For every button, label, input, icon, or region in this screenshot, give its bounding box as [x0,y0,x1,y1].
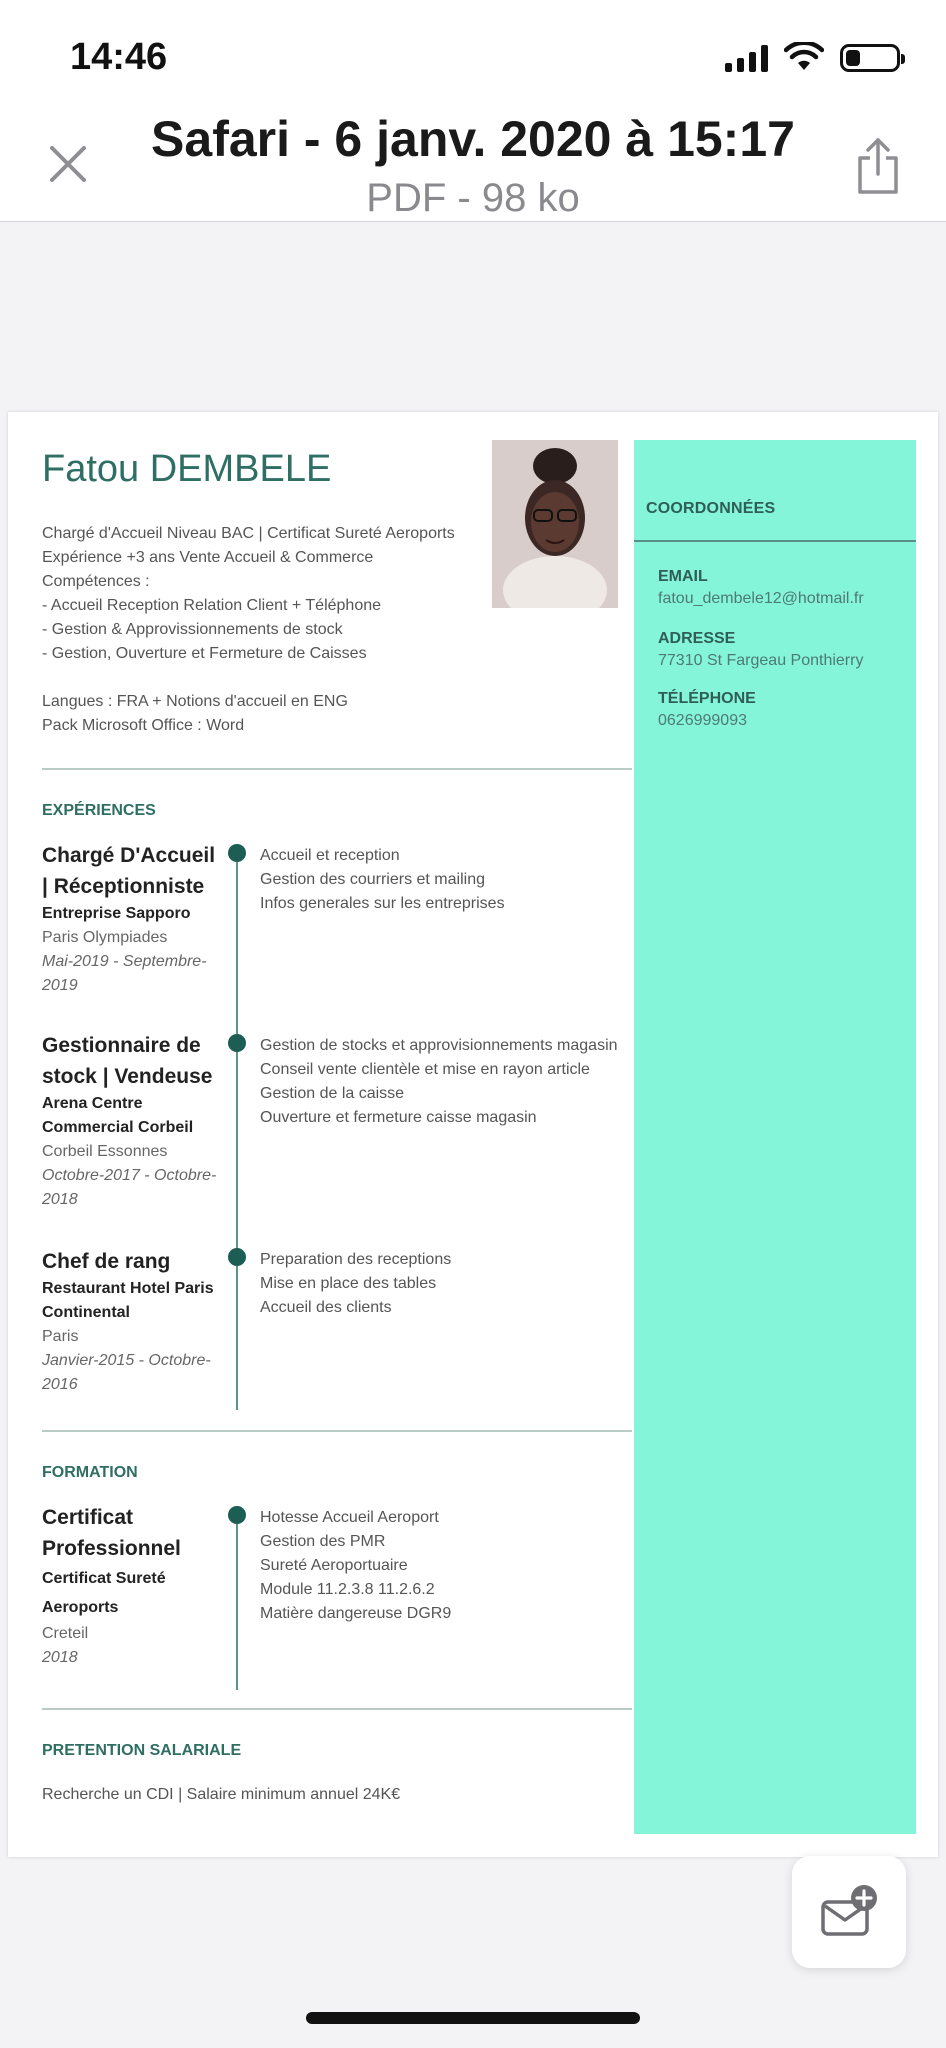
task-item: Ouverture et fermeture caisse magasin [260,1109,537,1126]
section-divider [42,1430,632,1432]
experience-company: Restaurant Hotel Paris Continental [42,1280,214,1321]
summary-line: - Gestion & Approvissionnements de stock [42,621,343,638]
timeline-dot [228,1034,246,1052]
document-subtitle: PDF - 98 ko [366,176,580,220]
timeline-line [236,1052,238,1252]
section-divider [42,768,632,770]
experience-3-tasks [260,1248,630,1320]
task-item: Infos generales sur les entreprises [260,895,505,912]
task-item: Module 11.2.3.8 11.2.6.2 [260,1581,435,1598]
sidebar-divider [634,540,916,542]
experience-place: Corbeil Essonnes [42,1143,168,1160]
task-item: Gestion de stocks et approvisionnements magasin [260,1037,618,1054]
experience-dates: Mai-2019 - Septembre-2019 [42,953,207,994]
cv-summary [42,522,482,738]
formation-company: Certificat Sureté Aeroports [42,1570,166,1616]
status-icons [725,42,900,72]
contact-sidebar [634,440,916,1834]
formation-title: FORMATION [42,1464,138,1481]
experience-dates: Janvier-2015 - Octobre-2016 [42,1352,211,1393]
profile-photo [492,440,618,608]
address-label: ADRESSE [658,630,736,647]
summary-line: Chargé d'Accueil Niveau BAC | Certificat Sureté Aeroports [42,525,455,542]
timeline-line [236,1266,238,1410]
task-item: Mise en place des tables [260,1275,437,1292]
task-item: Preparation des receptions [260,1251,452,1268]
timeline-dot [228,1506,246,1524]
timeline-line [236,1524,238,1690]
experience-place: Paris [42,1328,79,1345]
pdf-viewer-header [0,0,946,222]
experience-3-details [42,1246,222,1397]
formation-dates: 2018 [42,1649,78,1666]
battery-icon [840,44,900,72]
formation-place: Creteil [42,1625,89,1642]
document-title: Safari - 6 janv. 2020 à 15:17 [151,111,795,167]
home-indicator[interactable] [306,2012,640,2024]
experience-role: Chargé D'Accueil | Réceptionniste [42,844,216,898]
wifi-icon [784,42,824,72]
markup-button[interactable] [792,1856,906,1968]
experience-place: Paris Olympiades [42,929,168,946]
formation-tasks [260,1506,630,1626]
experiences-title: EXPÉRIENCES [42,802,156,819]
summary-line: - Accueil Reception Relation Client + Téléphone [42,597,382,614]
experience-company: Entreprise Sapporo [42,905,191,922]
experience-1-tasks [260,844,630,916]
share-icon[interactable] [852,136,904,196]
task-item: Gestion des PMR [260,1533,386,1550]
email-value[interactable]: fatou_dembele12@hotmail.fr [658,590,864,607]
address-block [658,630,908,670]
formation-details [42,1502,222,1670]
cv-name: Fatou DEMBELE [42,448,332,490]
summary-line: Expérience +3 ans Vente Accueil & Commerce [42,549,374,566]
task-item: Accueil des clients [260,1299,392,1316]
timeline-dot [228,1248,246,1266]
task-item: Sureté Aeroportuaire [260,1557,408,1574]
summary-line: Compétences : [42,573,150,590]
address-value: 77310 St Fargeau Ponthierry [658,652,864,669]
experience-1-details [42,840,222,998]
task-item: Accueil et reception [260,847,400,864]
cellular-signal-icon [725,44,768,72]
salary-text: Recherche un CDI | Salaire minimum annuel 24K€ [42,1786,401,1803]
formation-role: Certificat Professionnel [42,1506,181,1560]
salary-title: PRETENTION SALARIALE [42,1742,242,1759]
task-item: Gestion de la caisse [260,1085,405,1102]
summary-line: Pack Microsoft Office : Word [42,717,245,734]
experience-role: Chef de rang [42,1250,171,1273]
compose-mail-icon [820,1884,878,1940]
section-divider [42,1708,632,1710]
experience-role: Gestionnaire de stock | Vendeuse [42,1034,213,1088]
summary-line: - Gestion, Ouverture et Fermeture de Caisses [42,645,367,662]
phone-block [658,690,908,730]
summary-spacer [42,666,482,690]
status-time: 14:46 [70,36,168,78]
pdf-page[interactable] [8,412,938,1857]
task-item: Gestion des courriers et mailing [260,871,485,888]
task-item: Matière dangereuse DGR9 [260,1605,452,1622]
email-block [658,568,908,608]
phone-value[interactable]: 0626999093 [658,712,747,729]
timeline-line [236,862,238,1062]
experience-dates: Octobre-2017 - Octobre-2018 [42,1167,217,1208]
task-item: Conseil vente clientèle et mise en rayon article [260,1061,590,1078]
experience-2-details [42,1030,222,1212]
phone-label: TÉLÉPHONE [658,690,756,707]
summary-line: Langues : FRA + Notions d'accueil en ENG [42,693,348,710]
task-item: Hotesse Accueil Aeroport [260,1509,439,1526]
experience-company: Arena Centre Commercial Corbeil [42,1095,194,1136]
sidebar-title: COORDONNÉES [646,500,776,517]
email-label: EMAIL [658,568,708,585]
experience-2-tasks [260,1034,630,1130]
timeline-dot [228,844,246,862]
